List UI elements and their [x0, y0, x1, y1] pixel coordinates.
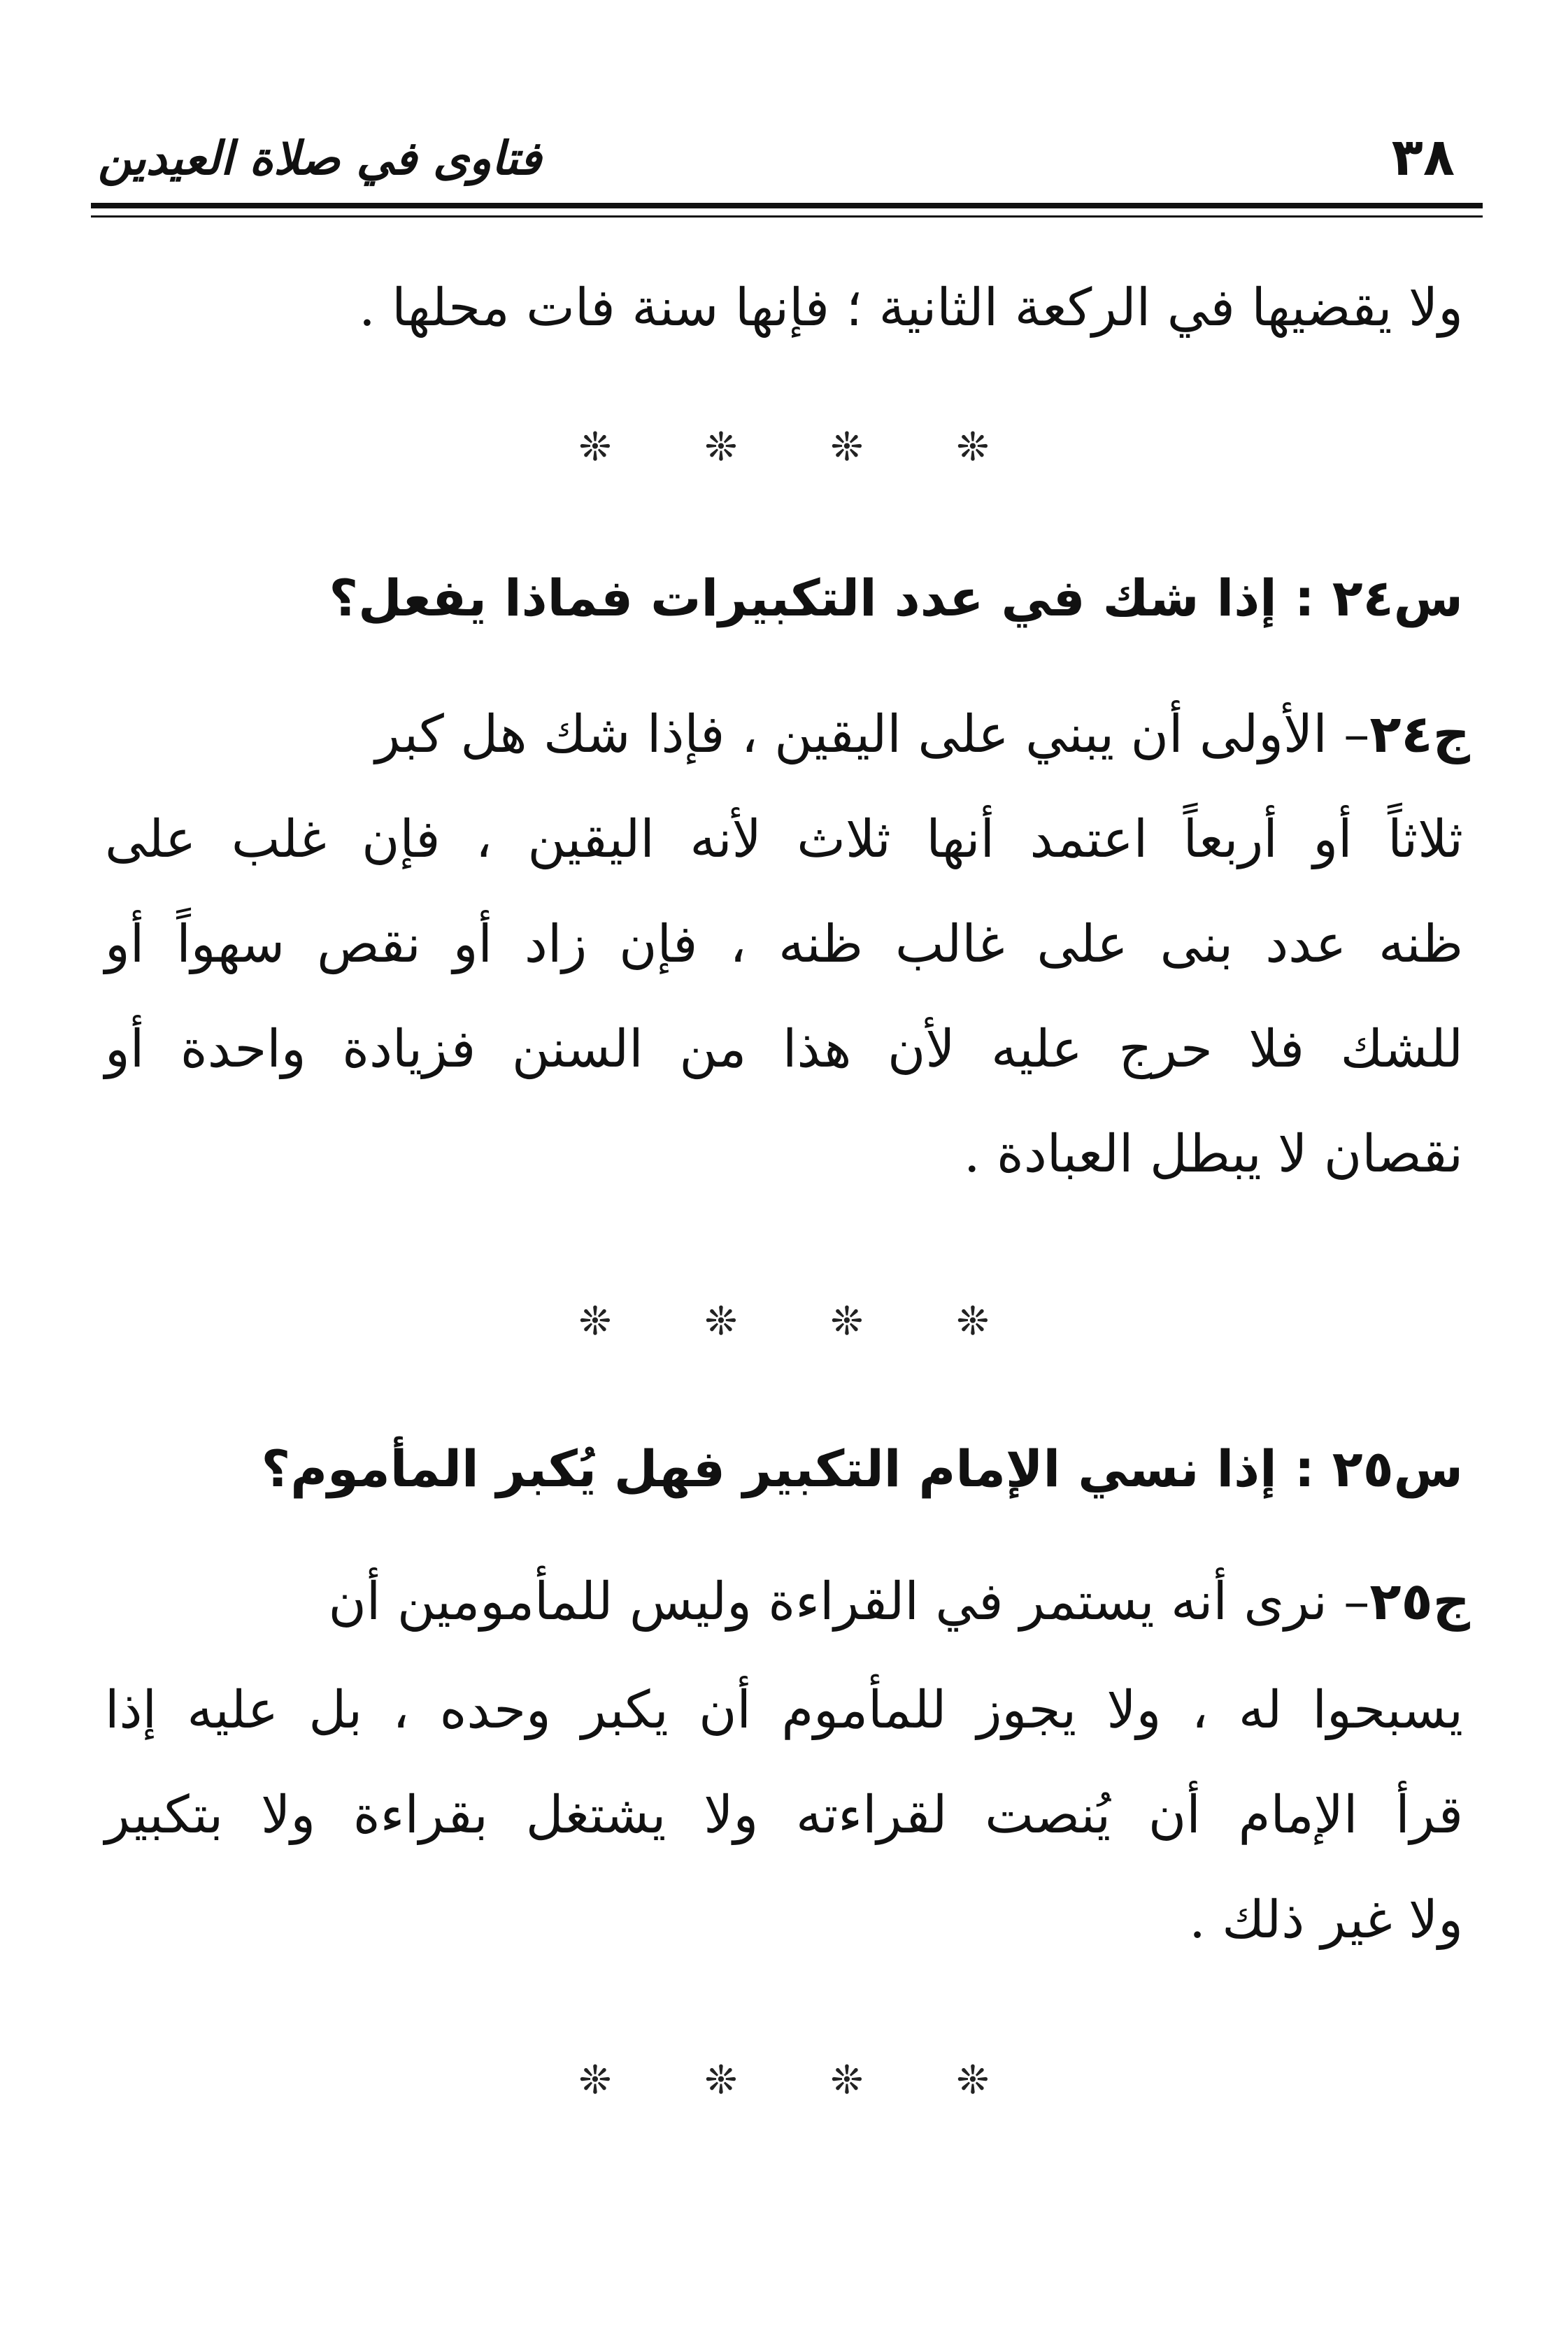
answer-25-line-4: ولا غير ذلك .: [1189, 1890, 1463, 1950]
star-ornament: ❊: [956, 2058, 990, 2103]
page-number: ٣٨: [1391, 127, 1455, 187]
section-separator-3: [0, 2046, 1568, 2116]
answer-25-line-1: [328, 1556, 1470, 1647]
header-rule-thick: [91, 203, 1483, 208]
section-separator-1: [0, 413, 1568, 483]
star-ornament: ❊: [830, 2058, 864, 2103]
star-ornament: ❊: [704, 2058, 738, 2103]
answer-24-line-5: نقصان لا يبطل العبادة .: [964, 1124, 1463, 1184]
star-ornament: ❊: [830, 425, 864, 470]
star-ornament: ❊: [578, 2058, 612, 2103]
star-ornament: ❊: [578, 425, 612, 470]
continuation-line: ولا يقضيها في الركعة الثانية ؛ فإنها سنة فات محلها .: [359, 278, 1463, 338]
answer-25-line-1-text: – نرى أنه يستمر في القراءة وليس للمأمومين أن: [328, 1572, 1370, 1632]
answer-24-marker: ج٢٤: [1369, 704, 1470, 764]
star-ornament: ❊: [956, 425, 990, 470]
star-ornament: ❊: [578, 1299, 612, 1344]
star-ornament: ❊: [956, 1299, 990, 1344]
answer-25-line-2: يسبحوا له ، ولا يجوز للمأموم أن يكبر وحده ، بل عليه إذا: [105, 1680, 1463, 1740]
answer-24-line-4: للشك فلا حرج عليه لأن هذا من السنن فزيادة واحدة أو: [105, 1019, 1463, 1079]
answer-25-line-3: قرأ الإمام أن يُنصت لقراءته ولا يشتغل بقراءة ولا بتكبير: [105, 1785, 1463, 1845]
question-24-heading: س٢٤ : إذا شك في عدد التكبيرات فماذا يفعل؟: [329, 569, 1463, 627]
star-ornament: ❊: [704, 425, 738, 470]
answer-24-line-1-text: – الأولى أن يبني على اليقين ، فإذا شك هل كبر: [375, 704, 1370, 764]
section-separator-2: [0, 1287, 1568, 1357]
answer-25-marker: ج٢٥: [1369, 1572, 1470, 1632]
question-25-heading: س٢٥ : إذا نسي الإمام التكبير فهل يُكبر المأموم؟: [261, 1439, 1463, 1498]
star-ornament: ❊: [704, 1299, 738, 1344]
running-title: فتاوى في صلاة العيدين: [98, 131, 542, 185]
star-ornament: ❊: [830, 1299, 864, 1344]
page-header: [91, 105, 1483, 224]
answer-24-line-3: ظنه عدد بنى على غالب ظنه ، فإن زاد أو نقص سهواً أو: [105, 914, 1463, 974]
answer-24-line-1: [376, 689, 1470, 780]
header-rule-thin: [91, 215, 1483, 218]
answer-24-line-2: ثلاثاً أو أربعاً اعتمد أنها ثلاث لأنه اليقين ، فإن غلب على: [105, 809, 1463, 869]
